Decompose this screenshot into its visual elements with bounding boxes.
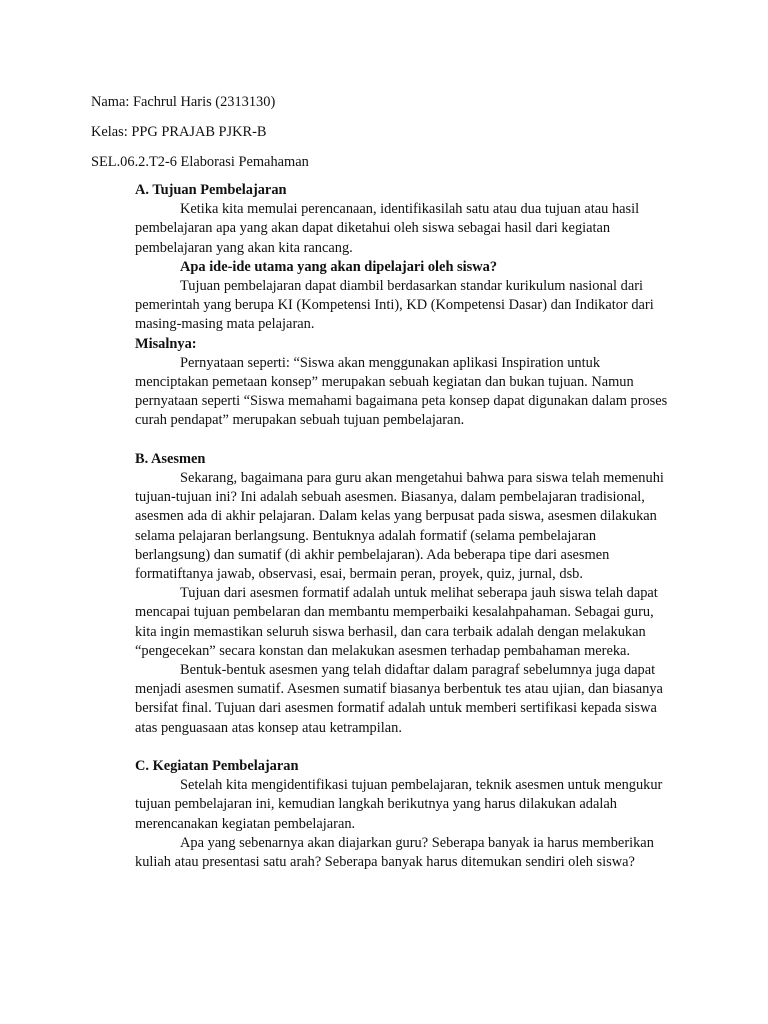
section-b-heading: B. Asesmen [135,450,206,467]
example-label: Misalnya: [135,335,197,352]
paragraph: Sekarang, bagaimana para guru akan mengetahui bahwa para siswa telah memenuhi tujuan-tujuan ini? Ini adalah sebuah asesmen. Biasanya, dalam pembelajaran tradisional, asesmen ada di akhir pelajaran. Dalam kelas yang berpusat pada siswa, asesmen dilakukan selama pelajaran berlangsung. Bentuknya adalah formatif (selama pembelajaran berlangsung) dan sumatif (di akhir pembelajaran). Ada beberapa tipe dari asesmen formatiftanya jawab, observasi, esai, bermain peran, proyek, quiz, jurnal, dsb. [135,470,664,583]
section-spacer [135,431,671,450]
section-asesmen [135,450,671,738]
paragraph: Pernyataan seperti: “Siswa akan menggunakan aplikasi Inspiration untuk menciptakan pemetaan konsep” merupakan sebuah kegiatan dan bukan tujuan. Namun pernyataan seperti “Siswa memahami bagaimana peta konsep dapat digunakan dalam proses curah pendapat” merupakan sebuah tujuan pembelajaran. [135,354,668,429]
section-tujuan-pembelajaran [135,181,671,431]
paragraph: Tujuan pembelajaran dapat diambil berdasarkan standar kurikulum nasional dari pemerintah yang berupa KI (Kompetensi Inti), KD (Kompetensi Dasar) dan Indikator dari masing-masing mata pelajaran. [135,278,654,333]
paragraph: Bentuk-bentuk asesmen yang telah didaftar dalam paragraf sebelumnya juga dapat menjadi asesmen sumatif. Asesmen sumatif biasanya berbentuk tes atau ujian, dan biasanya bersifat final. Tujuan dari asesmen formatif adalah untuk memberi sertifikasi kepada siswa atas penguasaan atas konsep atau ketrampilan. [135,662,663,736]
section-spacer [135,738,671,757]
document-body [135,181,671,872]
section-a-heading: A. Tujuan Pembelajaran [135,182,287,198]
class-line: Kelas: PPG PRAJAB PJKR-B [91,124,267,140]
paragraph: Apa yang sebenarnya akan diajarkan guru? Seberapa banyak ia harus memberikan kuliah atau presentasi satu arah? Seberapa banyak harus ditemukan sendiri oleh siswa? [135,834,654,871]
section-kegiatan-pembelajaran [135,757,671,872]
paragraph: Setelah kita mengidentifikasi tujuan pembelajaran, teknik asesmen untuk mengukur tujuan pembelajaran ini, kemudian langkah berikutnya yang harus dilakukan adalah merencanakan kegiatan pembelajaran. [135,777,663,832]
guiding-question: Apa ide-ide utama yang akan dipelajari oleh siswa? [180,258,498,275]
student-name-line: Nama: Fachrul Haris (2313130) [91,94,276,110]
paragraph: Ketika kita memulai perencanaan, identifikasilah satu atau dua tujuan atau hasil pembelajaran apa yang akan dapat diketahui oleh siswa sebagai hasil dari kegiatan pembelajaran yang akan kita rancang. [135,201,640,256]
paragraph: Tujuan dari asesmen formatif adalah untuk melihat seberapa jauh siswa telah dapat mencapai tujuan pembelaran dan membantu memperbaiki kesalahpahaman. Sebagai guru, kita ingin memastikan seluruh siswa berhasil, dan cara terbaik adalah dengan melakukan “pengecekan” secara konstan dan melakukan asesmen terhadap pembahaman mereka. [135,585,658,659]
assignment-code-line: SEL.06.2.T2-6 Elaborasi Pemahaman [91,154,309,170]
section-c-heading: C. Kegiatan Pembelajaran [135,758,299,775]
